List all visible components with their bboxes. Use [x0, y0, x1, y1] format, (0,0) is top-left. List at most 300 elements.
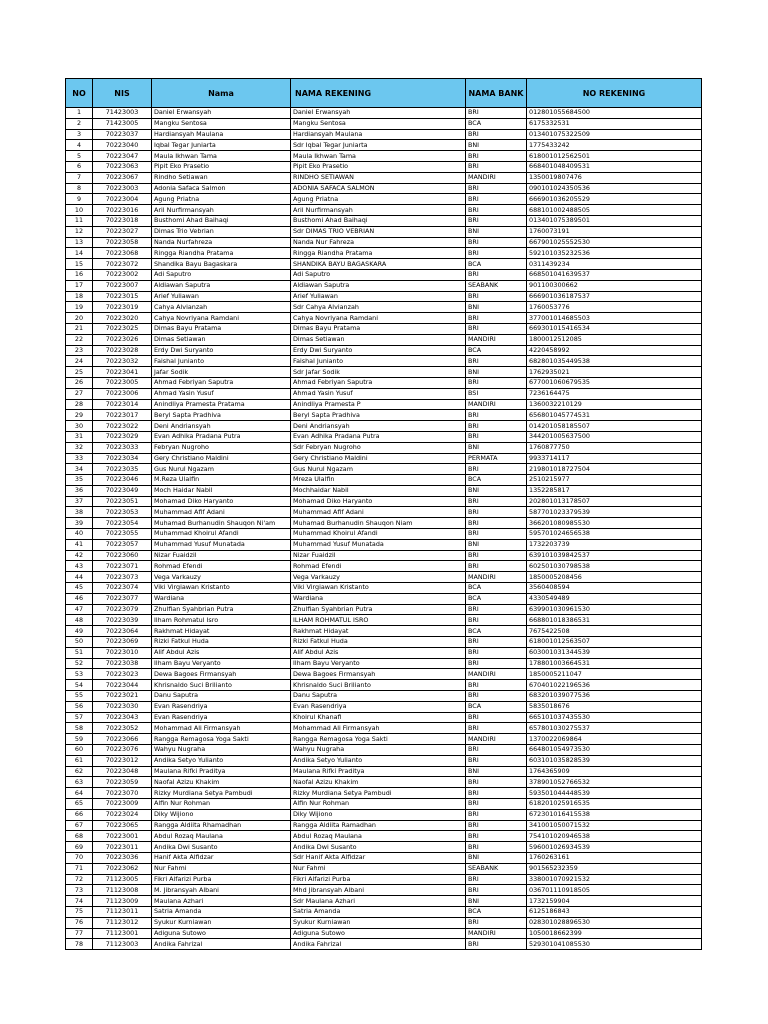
- cell-no: 10: [66, 205, 93, 216]
- cell-no: 30: [66, 421, 93, 432]
- cell-nis: 71123005: [93, 874, 152, 885]
- cell-nama-rekening: Dewa Bagoes Firmansyah: [291, 669, 466, 680]
- cell-nama-rekening: Evan Adhika Pradana Putra: [291, 431, 466, 442]
- cell-nama-rekening: Aril Nurfirmansyah: [291, 205, 466, 216]
- cell-nama-bank: BCA: [466, 626, 527, 637]
- cell-nis: 70223077: [93, 593, 152, 604]
- cell-nama-rekening: Erdy Dwi Suryanto: [291, 345, 466, 356]
- cell-no-rekening: 688101002488505: [527, 205, 702, 216]
- cell-nama-bank: BRI: [466, 248, 527, 259]
- cell-no-rekening: 677001060679535: [527, 377, 702, 388]
- table-row: [66, 809, 702, 820]
- cell-nama-bank: BRI: [466, 215, 527, 226]
- cell-nis: 70223006: [93, 388, 152, 399]
- cell-no: 4: [66, 140, 93, 151]
- table-row: [66, 226, 702, 237]
- cell-no: 70: [66, 852, 93, 863]
- cell-nama: Pipit Eko Prasetio: [152, 161, 291, 172]
- cell-no: 48: [66, 615, 93, 626]
- cell-nama-rekening: Nizar Fuaidzil: [291, 550, 466, 561]
- cell-nama-bank: BRI: [466, 205, 527, 216]
- cell-nis: 70223054: [93, 518, 152, 529]
- cell-nama-rekening: SHANDIKA BAYU BAGASKARA: [291, 259, 466, 270]
- cell-nama-rekening: Sdr Febryan Nugroho: [291, 442, 466, 453]
- cell-no-rekening: 1760073191: [527, 226, 702, 237]
- cell-nama-bank: BRI: [466, 507, 527, 518]
- cell-nis: 70223065: [93, 820, 152, 831]
- cell-no-rekening: 9933714117: [527, 453, 702, 464]
- header-nis: NIS: [93, 79, 152, 108]
- cell-no: 35: [66, 475, 93, 486]
- cell-no: 24: [66, 356, 93, 367]
- table-row: [66, 313, 702, 324]
- table-row: [66, 421, 702, 432]
- cell-nama-bank: BRI: [466, 151, 527, 162]
- cell-no-rekening: 6125186843: [527, 906, 702, 917]
- table-row: [66, 561, 702, 572]
- cell-nama-rekening: Alif Abdul Azis: [291, 647, 466, 658]
- cell-nama-bank: BNI: [466, 226, 527, 237]
- cell-no: 75: [66, 906, 93, 917]
- cell-nis: 70223058: [93, 237, 152, 248]
- cell-nis: 70223009: [93, 799, 152, 810]
- cell-no: 62: [66, 766, 93, 777]
- cell-nis: 70223012: [93, 755, 152, 766]
- cell-no-rekening: 618201025916535: [527, 799, 702, 810]
- cell-nama-rekening: Muhammad Yusuf Munatada: [291, 539, 466, 550]
- cell-no: 50: [66, 637, 93, 648]
- cell-nama: Anindliya Pramesta Pratama: [152, 399, 291, 410]
- cell-no-rekening: 012801055684500: [527, 108, 702, 119]
- cell-nama-rekening: Wahyu Nugraha: [291, 745, 466, 756]
- cell-nama-rekening: Muhammad Afif Adani: [291, 507, 466, 518]
- cell-nama-bank: BRI: [466, 183, 527, 194]
- cell-no-rekening: 668401048409531: [527, 161, 702, 172]
- cell-no: 23: [66, 345, 93, 356]
- cell-nama: Dimas Bayu Pratama: [152, 323, 291, 334]
- cell-nis: 70223062: [93, 863, 152, 874]
- cell-nama-bank: BRI: [466, 291, 527, 302]
- cell-nama-bank: BRI: [466, 680, 527, 691]
- cell-nis: 70223034: [93, 453, 152, 464]
- cell-nama: Mangku Sentosa: [152, 118, 291, 129]
- cell-no: 69: [66, 842, 93, 853]
- cell-nama: Diky Wijiono: [152, 809, 291, 820]
- cell-nama: Muhamad Burhanudin Shauqon Ni'am: [152, 518, 291, 529]
- table-row: [66, 669, 702, 680]
- cell-nama-rekening: Maula Ikhwan Tama: [291, 151, 466, 162]
- cell-nama-bank: BRI: [466, 820, 527, 831]
- cell-nama-bank: BRI: [466, 410, 527, 421]
- cell-no: 21: [66, 323, 93, 334]
- cell-nis: 70223060: [93, 550, 152, 561]
- cell-no-rekening: 013401075322509: [527, 129, 702, 140]
- table-row: [66, 723, 702, 734]
- cell-nama: Andika Dwi Susanto: [152, 842, 291, 853]
- cell-no: 73: [66, 885, 93, 896]
- cell-no-rekening: 669301015416534: [527, 323, 702, 334]
- cell-no-rekening: 1732159904: [527, 896, 702, 907]
- cell-no: 56: [66, 701, 93, 712]
- cell-nama-bank: BRI: [466, 269, 527, 280]
- cell-nama-bank: BCA: [466, 583, 527, 594]
- cell-no-rekening: 666901036205529: [527, 194, 702, 205]
- cell-nis: 70223048: [93, 766, 152, 777]
- table-row: [66, 334, 702, 345]
- cell-nama-rekening: Muhamad Burhanudin Shauqon Niam: [291, 518, 466, 529]
- table-row: [66, 183, 702, 194]
- cell-no-rekening: 378901052766532: [527, 777, 702, 788]
- cell-nama-rekening: Sdr Hanif Akta Alfidzar: [291, 852, 466, 863]
- cell-nama: Dewa Bagoes Firmansyah: [152, 669, 291, 680]
- cell-no: 27: [66, 388, 93, 399]
- cell-no-rekening: 657801030275537: [527, 723, 702, 734]
- cell-nama-rekening: Mohammad Ali Firmansyah: [291, 723, 466, 734]
- table-row: [66, 431, 702, 442]
- cell-nama: Adonia Safaca Salmon: [152, 183, 291, 194]
- cell-nis: 71123008: [93, 885, 152, 896]
- table-row: [66, 410, 702, 421]
- cell-nama-bank: MANDIRI: [466, 734, 527, 745]
- cell-nama-bank: BRI: [466, 194, 527, 205]
- cell-no-rekening: 014201058185507: [527, 421, 702, 432]
- cell-no: 74: [66, 896, 93, 907]
- table-row: [66, 399, 702, 410]
- cell-no-rekening: 1800012512085: [527, 334, 702, 345]
- cell-no-rekening: 1370022069864: [527, 734, 702, 745]
- cell-nama-bank: BRI: [466, 161, 527, 172]
- cell-nis: 70223052: [93, 723, 152, 734]
- cell-no-rekening: 028301028896530: [527, 917, 702, 928]
- cell-no: 41: [66, 539, 93, 550]
- cell-nama-rekening: Pipit Eko Prasetio: [291, 161, 466, 172]
- table-row: [66, 831, 702, 842]
- table-row: [66, 118, 702, 129]
- cell-no-rekening: 1350019807476: [527, 172, 702, 183]
- cell-nis: 71423003: [93, 108, 152, 119]
- cell-no: 12: [66, 226, 93, 237]
- cell-nama-rekening: Khrisnaldo Suci Brilianto: [291, 680, 466, 691]
- cell-no-rekening: 1050018662399: [527, 928, 702, 939]
- cell-nama-rekening: Gus Nurul Ngazam: [291, 464, 466, 475]
- cell-nama-rekening: Andika Dwi Susanto: [291, 842, 466, 853]
- table-row: [66, 323, 702, 334]
- cell-nama: Rindho Setiawan: [152, 172, 291, 183]
- cell-no: 11: [66, 215, 93, 226]
- cell-no-rekening: 338001070921532: [527, 874, 702, 885]
- table-row: [66, 842, 702, 853]
- table-row: [66, 799, 702, 810]
- cell-nis: 70223022: [93, 421, 152, 432]
- cell-nama-bank: BRI: [466, 496, 527, 507]
- cell-nama-bank: BCA: [466, 906, 527, 917]
- cell-nis: 70223005: [93, 377, 152, 388]
- cell-no-rekening: 595701024656538: [527, 529, 702, 540]
- cell-no-rekening: 682801035449538: [527, 356, 702, 367]
- cell-nama-bank: BCA: [466, 345, 527, 356]
- cell-nama: Hardiansyah Maulana: [152, 129, 291, 140]
- table-row: [66, 161, 702, 172]
- cell-nama-rekening: Rizky Murdiana Setya Pambudi: [291, 788, 466, 799]
- cell-nama-rekening: Dimas Bayu Pratama: [291, 323, 466, 334]
- cell-nis: 70223038: [93, 658, 152, 669]
- table-row: [66, 583, 702, 594]
- cell-nama-bank: BRI: [466, 777, 527, 788]
- cell-nama-bank: MANDIRI: [466, 669, 527, 680]
- cell-nama-rekening: Gery Christiano Maldini: [291, 453, 466, 464]
- cell-nama-bank: BRI: [466, 108, 527, 119]
- cell-nama: Faishal Junianto: [152, 356, 291, 367]
- cell-nis: 70223014: [93, 399, 152, 410]
- cell-nama-rekening: Ahmad Yasin Yusuf: [291, 388, 466, 399]
- cell-nama-bank: BRI: [466, 129, 527, 140]
- table-row: [66, 345, 702, 356]
- cell-nis: 70223040: [93, 140, 152, 151]
- cell-nis: 70223067: [93, 172, 152, 183]
- cell-nis: 70223028: [93, 345, 152, 356]
- table-row: [66, 172, 702, 183]
- cell-nama-rekening: Sdr Iqbal Tegar Juniarta: [291, 140, 466, 151]
- cell-nama-rekening: Daniel Erwansyah: [291, 108, 466, 119]
- cell-nama-bank: BRI: [466, 615, 527, 626]
- cell-nama-rekening: Agung Priatna: [291, 194, 466, 205]
- cell-nama-bank: BRI: [466, 637, 527, 648]
- cell-nama-rekening: Fikri Alfarizi Purba: [291, 874, 466, 885]
- cell-nama-rekening: Sdr DIMAS TRIO VEBRIAN: [291, 226, 466, 237]
- cell-no-rekening: 1760877750: [527, 442, 702, 453]
- cell-nama-bank: BRI: [466, 745, 527, 756]
- cell-nama: Maula Ikhwan Tama: [152, 151, 291, 162]
- table-row: [66, 712, 702, 723]
- header-nama-rekening: NAMA REKENING: [291, 79, 466, 108]
- cell-nama: Muhammad Yusuf Munatada: [152, 539, 291, 550]
- cell-no: 47: [66, 604, 93, 615]
- cell-nama-bank: BRI: [466, 874, 527, 885]
- table-row: [66, 205, 702, 216]
- cell-nama: Zhulfian Syahbrian Putra: [152, 604, 291, 615]
- cell-nama-rekening: Zhulfian Syahbrian Putra: [291, 604, 466, 615]
- cell-nama-bank: MANDIRI: [466, 928, 527, 939]
- cell-nama-bank: BRI: [466, 237, 527, 248]
- cell-nama: Khrisnaldo Suci Brilianto: [152, 680, 291, 691]
- cell-no-rekening: 6175332531: [527, 118, 702, 129]
- cell-no: 26: [66, 377, 93, 388]
- cell-nis: 70223072: [93, 259, 152, 270]
- cell-no-rekening: 901565232359: [527, 863, 702, 874]
- cell-nama: Satria Amanda: [152, 906, 291, 917]
- cell-nis: 70223055: [93, 529, 152, 540]
- cell-nama-bank: BNI: [466, 485, 527, 496]
- cell-nis: 70223021: [93, 691, 152, 702]
- cell-no-rekening: 7236164475: [527, 388, 702, 399]
- cell-nama: Dimas Setiawan: [152, 334, 291, 345]
- cell-nama-rekening: Deni Andriansyah: [291, 421, 466, 432]
- cell-nama: Rizky Murdiana Setya Pambudi: [152, 788, 291, 799]
- cell-nis: 70223004: [93, 194, 152, 205]
- cell-nama-rekening: Ahmad Febriyan Saputra: [291, 377, 466, 388]
- cell-no-rekening: 672301016415538: [527, 809, 702, 820]
- cell-nama: Mohammad Ali Firmansyah: [152, 723, 291, 734]
- cell-nama: Abdul Rozaq Maulana: [152, 831, 291, 842]
- cell-nis: 70223057: [93, 539, 152, 550]
- table-row: [66, 788, 702, 799]
- cell-nama-bank: BNI: [466, 896, 527, 907]
- cell-nama-bank: BNI: [466, 766, 527, 777]
- cell-nama: Ilham Bayu Veryanto: [152, 658, 291, 669]
- cell-nama: Maulana Rifki Praditya: [152, 766, 291, 777]
- table-row: [66, 917, 702, 928]
- cell-nama: M. Jibransyah Albani: [152, 885, 291, 896]
- cell-nis: 71123011: [93, 906, 152, 917]
- cell-no: 46: [66, 593, 93, 604]
- bank-account-table: [65, 78, 702, 950]
- cell-nis: 70223063: [93, 161, 152, 172]
- cell-nama-bank: BRI: [466, 799, 527, 810]
- cell-nama: Adi Saputro: [152, 269, 291, 280]
- cell-nama-bank: BRI: [466, 788, 527, 799]
- cell-no-rekening: 178801003664531: [527, 658, 702, 669]
- cell-no: 7: [66, 172, 93, 183]
- table-row: [66, 874, 702, 885]
- cell-nama-rekening: Andika Fahrizal: [291, 939, 466, 950]
- cell-no: 71: [66, 863, 93, 874]
- cell-nama-bank: BRI: [466, 356, 527, 367]
- account-sheet: [65, 78, 701, 950]
- table-row: [66, 248, 702, 259]
- cell-nama-rekening: Hardiansyah Maulana: [291, 129, 466, 140]
- cell-no: 54: [66, 680, 93, 691]
- cell-nama-bank: BCA: [466, 701, 527, 712]
- cell-no: 19: [66, 302, 93, 313]
- cell-nama-rekening: Arief Yuliawan: [291, 291, 466, 302]
- cell-nama-bank: BNI: [466, 367, 527, 378]
- cell-nama: Rangga Aldiita Rhamadhan: [152, 820, 291, 831]
- cell-nama: Aldiawan Saputra: [152, 280, 291, 291]
- cell-nama: Iqbal Tegar Juniarta: [152, 140, 291, 151]
- table-row: [66, 442, 702, 453]
- cell-nis: 70223018: [93, 215, 152, 226]
- cell-no: 1: [66, 108, 93, 119]
- cell-nama: Ringga Riandha Pratama: [152, 248, 291, 259]
- cell-nama-bank: BRI: [466, 518, 527, 529]
- cell-nama: Nizar Fuaidzil: [152, 550, 291, 561]
- cell-no-rekening: 754101020946538: [527, 831, 702, 842]
- cell-nis: 70223039: [93, 615, 152, 626]
- cell-nama: Alfin Nur Rohman: [152, 799, 291, 810]
- cell-nama-rekening: Mhd Jibransyah Albani: [291, 885, 466, 896]
- cell-no-rekening: 656801045774531: [527, 410, 702, 421]
- cell-no: 57: [66, 712, 93, 723]
- cell-no-rekening: 1760053776: [527, 302, 702, 313]
- cell-nama: Wardiana: [152, 593, 291, 604]
- cell-no-rekening: 668801018386531: [527, 615, 702, 626]
- cell-no-rekening: 1352285817: [527, 485, 702, 496]
- cell-nama-bank: BRI: [466, 691, 527, 702]
- table-row: [66, 658, 702, 669]
- cell-nama: Busthomi Ahad Baihaqi: [152, 215, 291, 226]
- cell-nama: Ahmad Febriyan Saputra: [152, 377, 291, 388]
- table-row: [66, 777, 702, 788]
- cell-nama-bank: BRI: [466, 885, 527, 896]
- table-row: [66, 464, 702, 475]
- cell-no-rekening: 596001026934539: [527, 842, 702, 853]
- cell-nama: Erdy Dwi Suryanto: [152, 345, 291, 356]
- table-row: [66, 140, 702, 151]
- cell-no: 22: [66, 334, 93, 345]
- cell-nama-bank: BCA: [466, 593, 527, 604]
- cell-nama-rekening: Nanda Nur Fahreza: [291, 237, 466, 248]
- cell-nama: Rohmad Efendi: [152, 561, 291, 572]
- cell-nama-bank: BCA: [466, 118, 527, 129]
- cell-no-rekening: 670401022196536: [527, 680, 702, 691]
- cell-no-rekening: 1732203739: [527, 539, 702, 550]
- cell-no-rekening: 2510215977: [527, 475, 702, 486]
- cell-nis: 70223066: [93, 734, 152, 745]
- cell-nama-rekening: Sdr Maulana Azhari: [291, 896, 466, 907]
- cell-nama: Beryl Sapta Pradhiva: [152, 410, 291, 421]
- cell-no: 9: [66, 194, 93, 205]
- table-row: [66, 475, 702, 486]
- cell-no: 38: [66, 507, 93, 518]
- cell-nama-bank: BRI: [466, 550, 527, 561]
- cell-nis: 71123003: [93, 939, 152, 950]
- cell-nama-bank: BNI: [466, 442, 527, 453]
- cell-nama: Mohamad Diko Haryanto: [152, 496, 291, 507]
- cell-no-rekening: 639101039842537: [527, 550, 702, 561]
- cell-nama-rekening: Aldiawan Saputra: [291, 280, 466, 291]
- cell-nis: 70223029: [93, 431, 152, 442]
- cell-no-rekening: 344201005637500: [527, 431, 702, 442]
- table-row: [66, 302, 702, 313]
- cell-nama-rekening: Mreza Ulalfin: [291, 475, 466, 486]
- table-row: [66, 496, 702, 507]
- cell-nama: Maulana Azhari: [152, 896, 291, 907]
- cell-nis: 70223016: [93, 205, 152, 216]
- cell-nama-bank: BRI: [466, 421, 527, 432]
- cell-nama-rekening: Nur Fahmi: [291, 863, 466, 874]
- cell-nis: 70223035: [93, 464, 152, 475]
- cell-no-rekening: 667901025552530: [527, 237, 702, 248]
- cell-no-rekening: 377001014685503: [527, 313, 702, 324]
- cell-nis: 70223037: [93, 129, 152, 140]
- cell-nama: Naofal Azizu Khakim: [152, 777, 291, 788]
- cell-no-rekening: 603101035828539: [527, 755, 702, 766]
- cell-nama-bank: BRI: [466, 377, 527, 388]
- cell-no: 77: [66, 928, 93, 939]
- table-row: [66, 852, 702, 863]
- cell-no: 44: [66, 572, 93, 583]
- cell-no: 68: [66, 831, 93, 842]
- cell-nama-bank: BRI: [466, 809, 527, 820]
- cell-nis: 71123009: [93, 896, 152, 907]
- cell-nama-rekening: Alfin Nur Rohman: [291, 799, 466, 810]
- cell-nama-rekening: Maulana Rifki Praditya: [291, 766, 466, 777]
- cell-no: 78: [66, 939, 93, 950]
- cell-nis: 70223044: [93, 680, 152, 691]
- cell-no-rekening: 618001012562501: [527, 151, 702, 162]
- cell-nama: Cahya Novriyana Ramdani: [152, 313, 291, 324]
- cell-nis: 71123001: [93, 928, 152, 939]
- cell-nama-bank: BRI: [466, 939, 527, 950]
- cell-nama: Danu Saputra: [152, 691, 291, 702]
- table-row: [66, 604, 702, 615]
- cell-nama: Ilham Rohmatul Isro: [152, 615, 291, 626]
- cell-nama-rekening: Syukur Kurniawan: [291, 917, 466, 928]
- cell-nis: 70223019: [93, 302, 152, 313]
- cell-no: 3: [66, 129, 93, 140]
- table-row: [66, 280, 702, 291]
- cell-nama-rekening: Rohmad Efendi: [291, 561, 466, 572]
